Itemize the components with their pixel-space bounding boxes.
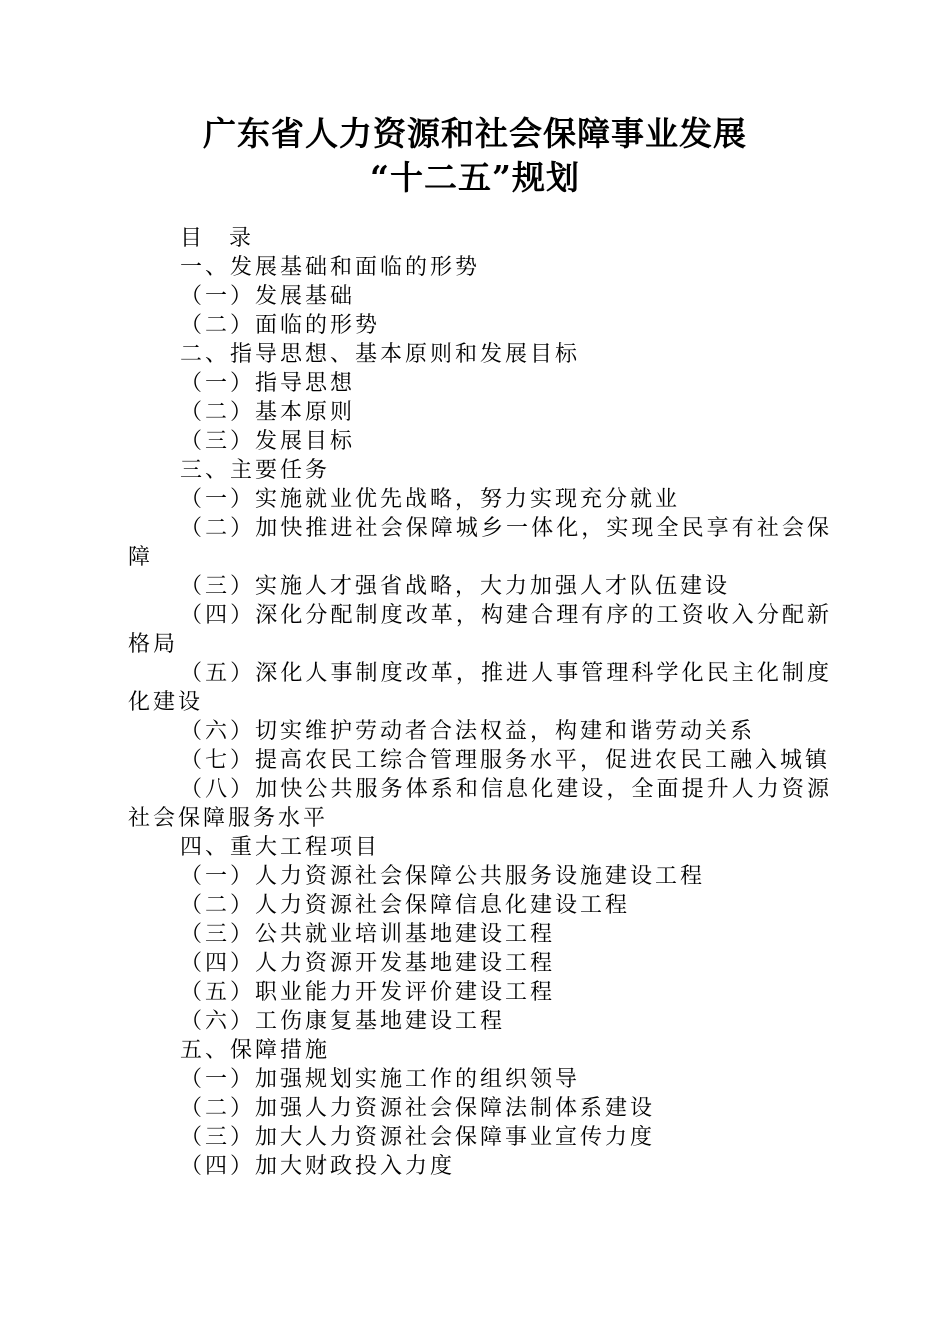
toc-item-4-5: （五）职业能力开发评价建设工程 <box>180 980 556 1005</box>
toc-item-4-3: （三）公共就业培训基地建设工程 <box>180 922 556 947</box>
toc-section-3: 三、主要任务 <box>180 458 331 483</box>
toc-item-1-1: （一）发展基础 <box>180 284 356 309</box>
toc-item-1-2: （二）面临的形势 <box>180 313 381 338</box>
document-title-line1: 广东省人力资源和社会保障事业发展 <box>203 114 747 153</box>
table-of-contents <box>128 224 832 1181</box>
toc-item-3-3: （三）实施人才强省战略，大力加强人才队伍建设 <box>180 574 731 599</box>
toc-section-4: 四、重大工程项目 <box>180 835 381 860</box>
toc-item-5-4: （四）加大财政投入力度 <box>180 1154 456 1179</box>
toc-item-2-2: （二）基本原则 <box>180 400 356 425</box>
toc-section-5: 五、保障措施 <box>180 1038 331 1063</box>
toc-item-5-3: （三）加大人力资源社会保障事业宣传力度 <box>180 1125 656 1150</box>
toc-item-3-1: （一）实施就业优先战略，努力实现充分就业 <box>180 487 681 512</box>
toc-item-5-2: （二）加强人力资源社会保障法制体系建设 <box>180 1096 656 1121</box>
toc-item-3-6: （六）切实维护劳动者合法权益，构建和谐劳动关系 <box>180 719 756 744</box>
toc-item-4-1: （一）人力资源社会保障公共服务设施建设工程 <box>180 864 706 889</box>
toc-item-3-5: （五）深化人事制度改革，推进人事管理科学化民主化制度化建设 <box>128 661 832 715</box>
toc-item-3-8: （八）加快公共服务体系和信息化建设，全面提升人力资源社会保障服务水平 <box>128 777 832 831</box>
toc-item-2-1: （一）指导思想 <box>180 371 356 396</box>
toc-item-3-2: （二）加快推进社会保障城乡一体化，实现全民享有社会保障 <box>128 516 832 570</box>
toc-item-3-4: （四）深化分配制度改革，构建合理有序的工资收入分配新格局 <box>128 603 832 657</box>
toc-item-5-1: （一）加强规划实施工作的组织领导 <box>180 1067 581 1092</box>
toc-item-3-7: （七）提高农民工综合管理服务水平，促进农民工融入城镇 <box>180 748 831 773</box>
toc-item-4-6: （六）工伤康复基地建设工程 <box>180 1009 506 1034</box>
toc-item-2-3: （三）发展目标 <box>180 429 356 454</box>
toc-section-2: 二、指导思想、基本原则和发展目标 <box>180 342 581 367</box>
toc-heading: 目 录 <box>180 226 261 251</box>
toc-item-4-2: （二）人力资源社会保障信息化建设工程 <box>180 893 631 918</box>
toc-section-1: 一、发展基础和面临的形势 <box>180 255 481 280</box>
toc-item-4-4: （四）人力资源开发基地建设工程 <box>180 951 556 976</box>
document-title-line2: “十二五”规划 <box>370 158 580 197</box>
